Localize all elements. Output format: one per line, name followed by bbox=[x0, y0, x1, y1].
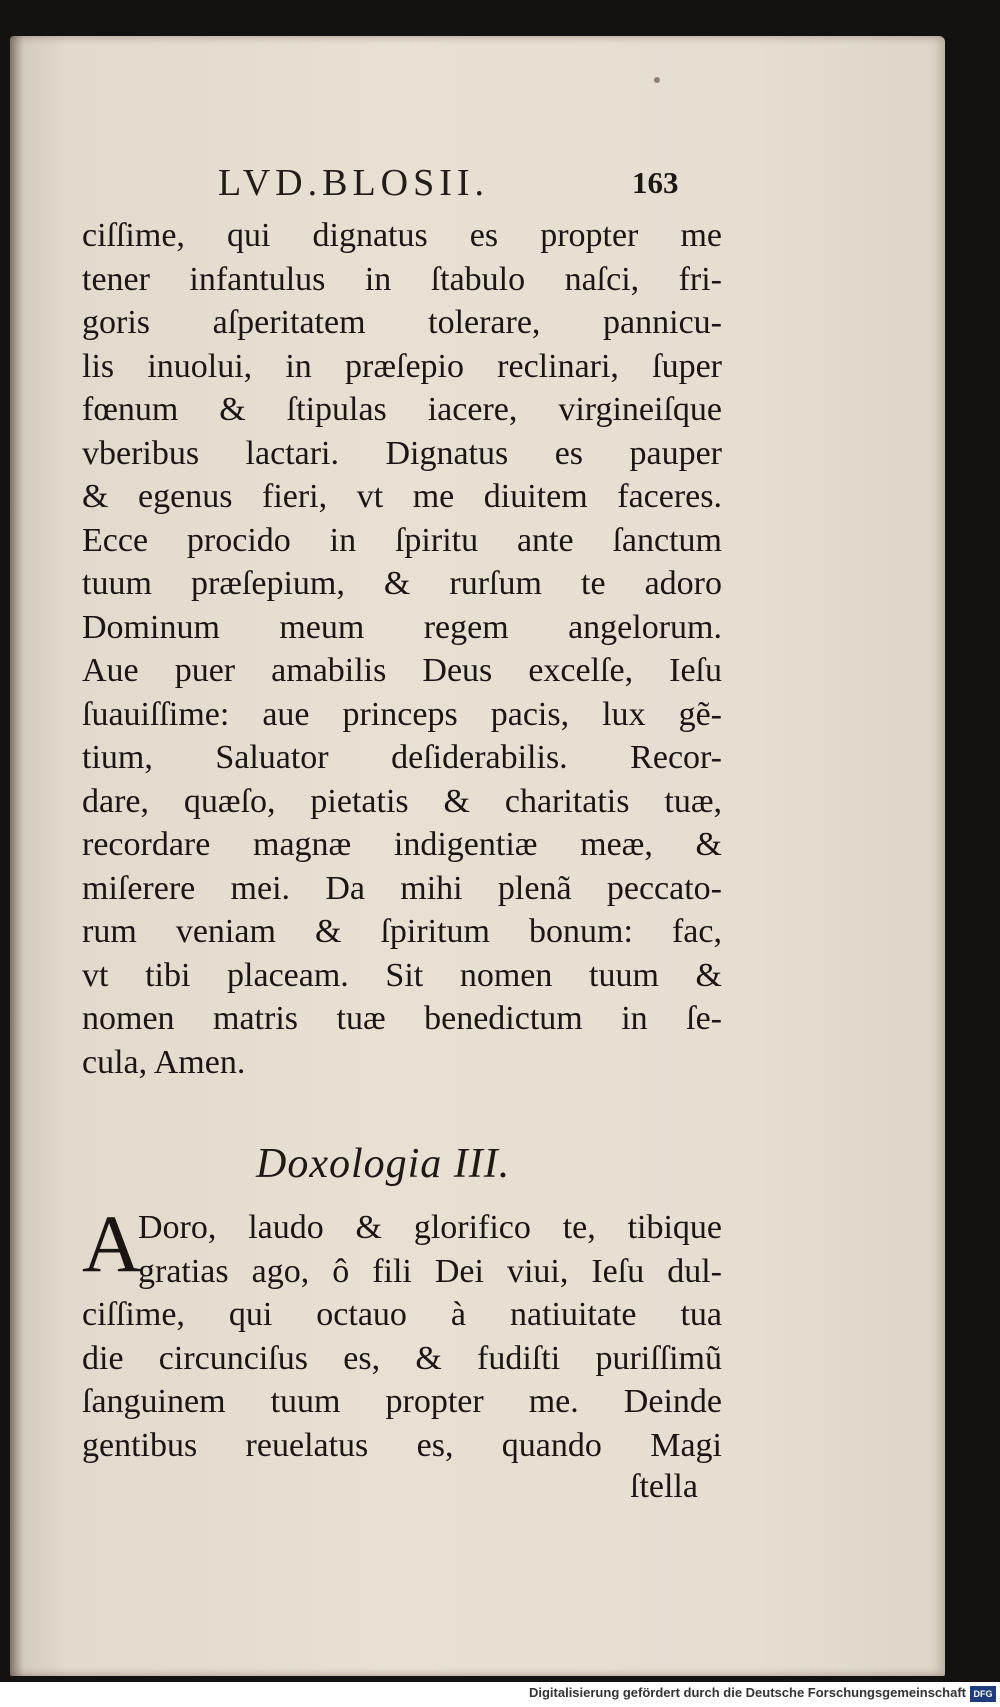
book-page bbox=[10, 36, 945, 1676]
text-line: vt tibi placeam. Sit nomen tuum & bbox=[82, 956, 722, 994]
digitization-footer bbox=[0, 1682, 1000, 1707]
page-number: 163 bbox=[632, 165, 679, 200]
text-line: tium, Saluator deſiderabilis. Recor- bbox=[82, 739, 722, 776]
ink-spot bbox=[654, 77, 660, 83]
body-text bbox=[82, 214, 722, 1084]
text-line: Ecce procido in ſpiritu ante ſanctum bbox=[82, 521, 722, 559]
running-head: LVD.BLOSII. bbox=[218, 162, 490, 204]
text-line: ſanguinem tuum propter me. Deinde bbox=[82, 1383, 722, 1420]
text-line: vberibus lactari. Dignatus es pauper bbox=[82, 434, 722, 472]
text-line: ciſſime, qui octauo à natiuitate tua bbox=[82, 1296, 722, 1333]
text-line: ſuauiſſime: aue princeps pacis, lux gẽ- bbox=[82, 695, 722, 733]
text-line: Dominum meum regem angelorum. bbox=[82, 608, 722, 646]
text-line: tuum præſepium, & rurſum te adoro bbox=[82, 565, 722, 602]
page-header bbox=[218, 161, 718, 221]
text-line: gratias ago, ô fili Dei viui, Ieſu dul- bbox=[138, 1252, 722, 1290]
section-text bbox=[82, 1198, 722, 1467]
text-line: & egenus fieri, vt me diuitem faceres. bbox=[82, 478, 722, 515]
text-line: rum veniam & ſpiritum bonum: fac, bbox=[82, 913, 722, 950]
text-line: lis inuolui, in præſepio reclinari, ſuper bbox=[82, 347, 722, 385]
text-line: miſerere mei. Da mihi plenã peccato- bbox=[82, 869, 722, 907]
dfg-logo: DFG bbox=[970, 1686, 996, 1702]
text-line: fœnum & ſtipulas iacere, virgineiſque bbox=[82, 391, 722, 428]
gutter-shadow bbox=[10, 36, 24, 1676]
text-line: nomen matris tuæ benedictum in ſe- bbox=[82, 1000, 722, 1037]
text-line: recordare magnæ indigentiæ meæ, & bbox=[82, 826, 722, 863]
text-line: goris aſperitatem tolerare, pannicu- bbox=[82, 304, 722, 341]
text-line: dare, quæſo, pietatis & charitatis tuæ, bbox=[82, 782, 722, 820]
text-line: gentibus reuelatus es, quando Magi bbox=[82, 1426, 722, 1464]
catchword: ſtella bbox=[630, 1468, 698, 1505]
section-heading: Doxologia III. bbox=[256, 1141, 511, 1187]
text-line: Doro, laudo & glorifico te, tibique bbox=[138, 1209, 722, 1246]
text-line: tener infantulus in ſtabulo naſci, fri- bbox=[82, 260, 722, 298]
drop-cap: A bbox=[82, 1198, 142, 1289]
text-line: Aue puer amabilis Deus excelſe, Ieſu bbox=[82, 652, 722, 689]
text-line: ciſſime, qui dignatus es propter me bbox=[82, 217, 722, 254]
text-line: cula, Amen. bbox=[82, 1043, 246, 1081]
text-line: die circunciſus es, & fudiſti puriſſimũ bbox=[82, 1339, 722, 1377]
footer-credit: Digitalisierung gefördert durch die Deutsche Forschungsgemeinschaft bbox=[528, 1685, 966, 1700]
